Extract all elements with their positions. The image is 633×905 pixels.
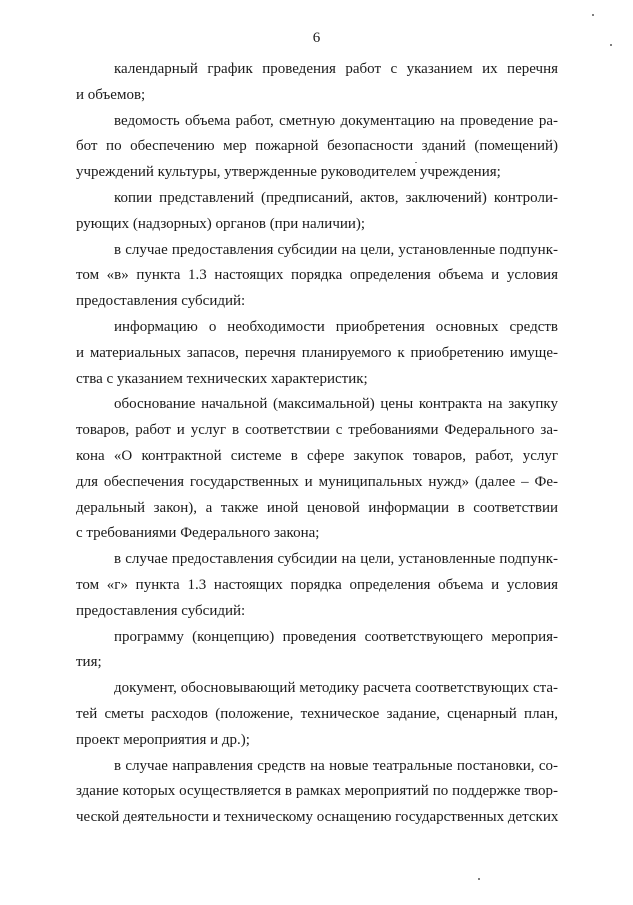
text-line: товаров, работ и услуг в соответствии с требованиями Федерального за- — [76, 422, 558, 439]
scan-speck — [592, 14, 594, 16]
text-line: том «в» пункта 1.3 настоящих порядка определения объема и условия — [76, 267, 558, 284]
text-line: предоставления субсидий: — [76, 602, 246, 619]
text-line: здание которых осуществляется в рамках мероприятий по поддержке твор- — [76, 783, 558, 800]
text-line: в случае предоставления субсидии на цели, установленные подпунк- — [114, 551, 558, 568]
text-line: проект мероприятия и др.); — [76, 731, 250, 748]
page-number: 6 — [312, 30, 321, 46]
text-line: ства с указанием технических характеристик; — [76, 370, 368, 387]
text-line: информацию о необходимости приобретения основных средств — [114, 318, 558, 335]
text-line: тей сметы расходов (положение, техническое задание, сценарный план, — [76, 705, 558, 722]
text-line: рующих (надзорных) органов (при наличии); — [76, 215, 366, 232]
text-line: ческой деятельности и техническому оснащению государственных детских — [76, 809, 559, 826]
text-line: и материальных запасов, перечня планируемого к приобретению имуще- — [76, 344, 558, 361]
text-line: в случае предоставления субсидии на цели, установленные подпунк- — [114, 241, 558, 258]
text-line: деральный закон), а также иной ценовой информации в соответствии — [76, 499, 558, 516]
text-line: и объемов; — [76, 86, 146, 103]
scan-speck — [478, 878, 480, 880]
text-line: обоснование начальной (максимальной) цены контракта на закупку — [114, 396, 558, 413]
text-line: предоставления субсидий: — [76, 293, 246, 310]
text-line: тия; — [76, 654, 102, 671]
text-line: бот по обеспечению мер пожарной безопасности зданий (помещений) — [76, 138, 558, 155]
scan-speck — [610, 44, 612, 46]
text-line: ведомость объема работ, сметную документацию на проведение ра- — [114, 112, 558, 129]
text-line: том «г» пункта 1.3 настоящих порядка определения объема и условия — [76, 576, 558, 593]
text-line: с требованиями Федерального закона; — [76, 525, 320, 542]
text-line: копии представлений (предписаний, актов, заключений) контроли- — [114, 189, 558, 206]
text-line: в случае направления средств на новые театральные постановки, со- — [114, 757, 558, 774]
text-line: кона «О контрактной системе в сфере закупок товаров, работ, услуг — [76, 447, 558, 464]
text-line: учреждений культуры, утвержденные руководителем учреждения; — [76, 164, 501, 181]
text-line: для обеспечения государственных и муниципальных нужд» (далее – Фе- — [76, 473, 558, 490]
body-text — [76, 57, 558, 831]
scan-speck — [415, 162, 417, 163]
text-line: календарный график проведения работ с указанием их перечня — [114, 61, 558, 77]
text-line: документ, обосновывающий методику расчета соответствующих ста- — [114, 680, 558, 697]
text-line: программу (концепцию) проведения соответствующего мероприя- — [114, 628, 558, 645]
